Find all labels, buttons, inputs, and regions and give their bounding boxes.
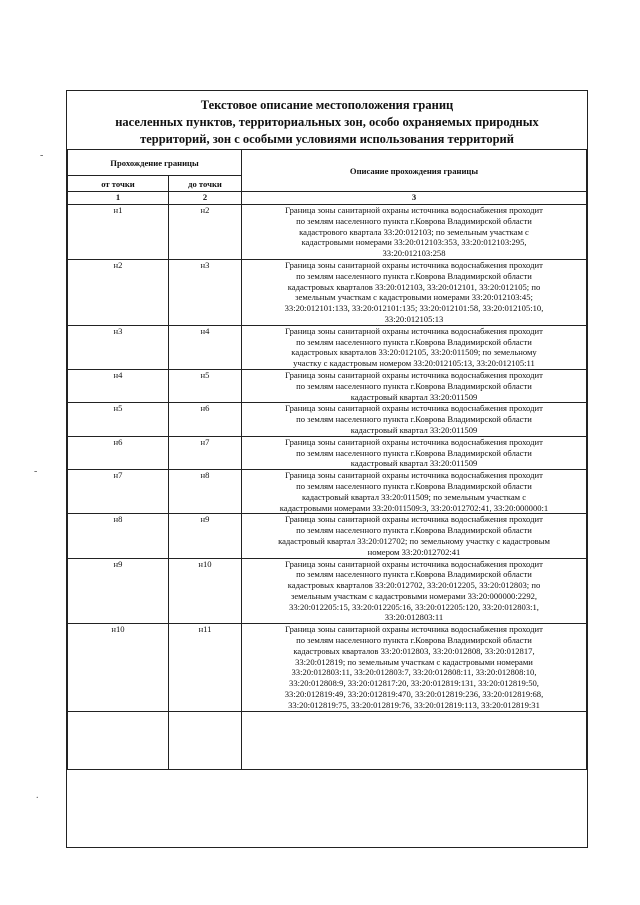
from-point-cell: н2	[68, 259, 169, 325]
table-row	[68, 470, 587, 514]
description-line: по землям населенного пункта г.Коврова Владимирской области	[296, 414, 532, 425]
description-line: Граница зоны санитарной охраны источника водоснабжения проходит	[285, 369, 543, 380]
from-point-cell: н1	[68, 205, 169, 260]
description-line: по землям населенного пункта г.Коврова Владимирской области	[296, 336, 532, 347]
description-line: Граница зоны санитарной охраны источника водоснабжения проходит	[285, 470, 543, 481]
description-line: 33:20:012803:11, 33:20:012803:7, 33:20:012808:11, 33:20:012808:10,	[291, 667, 537, 678]
description-line: участку с кадастровым номером 33:20:012105:13, 33:20:012105:11	[293, 358, 535, 369]
description-line: кадастровый квартал 33:20:012702; по земельному участку с кадастровым	[278, 535, 550, 546]
description-cell	[242, 205, 587, 260]
description-line: кадастрового квартала 33:20:012103; по земельным участкам с	[299, 226, 529, 237]
description-cell	[242, 558, 587, 624]
description-line: 33:20:012105:13	[384, 313, 444, 324]
column-number: 3	[242, 192, 587, 205]
description-line: Граница зоны санитарной охраны источника водоснабжения проходит	[285, 259, 543, 270]
table-row	[68, 514, 587, 558]
scan-mark: -	[34, 466, 38, 477]
header-description: Описание прохождения границы	[242, 150, 587, 192]
from-point-cell: н9	[68, 558, 169, 624]
description-line: кадастровый квартал 33:20:011509; по земельным участкам с	[301, 491, 527, 502]
empty-cell	[169, 711, 242, 769]
empty-row	[68, 711, 587, 769]
description-line: кадастровых кварталов 33:20:012702, 33:20:012205, 33:20:012803; по	[287, 580, 541, 591]
description-line: кадастровый квартал 33:20:011509	[350, 424, 478, 435]
title-line: населенных пунктов, территориальных зон, особо охраняемых природных	[115, 115, 539, 129]
to-point-cell: н7	[169, 436, 242, 469]
description-line: по землям населенного пункта г.Коврова Владимирской области	[296, 525, 532, 536]
description-line: кадастровыми номерами 33:20:011509:3, 33:20:012702:41, 33:20:000000:1	[279, 502, 549, 513]
scan-mark: -	[40, 150, 44, 161]
description-line: Граница зоны санитарной охраны источника водоснабжения проходит	[285, 325, 543, 336]
empty-cell	[68, 711, 169, 769]
description-line: Граница зоны санитарной охраны источника водоснабжения проходит	[285, 514, 543, 525]
description-cell	[242, 403, 587, 436]
description-cell	[242, 514, 587, 558]
description-line: земельным участкам с кадастровыми номерами 33:20:012103:45;	[295, 292, 533, 303]
from-point-cell: н6	[68, 436, 169, 469]
header-from-point: от точки	[68, 176, 169, 192]
header-boundary-passage: Прохождение границы	[68, 150, 242, 176]
scan-mark: .	[36, 790, 39, 801]
description-line: Граница зоны санитарной охраны источника водоснабжения проходит	[285, 624, 543, 635]
to-point-cell: н10	[169, 558, 242, 624]
description-line: кадастровый квартал 33:20:011509	[350, 391, 478, 402]
description-cell	[242, 325, 587, 369]
to-point-cell: н5	[169, 369, 242, 402]
table-row	[68, 205, 587, 260]
table-row	[68, 436, 587, 469]
document-title	[67, 97, 587, 148]
description-line: Граница зоны санитарной охраны источника водоснабжения проходит	[285, 403, 543, 414]
document-frame	[66, 90, 588, 848]
to-point-cell: н3	[169, 259, 242, 325]
description-line: номером 33:20:012702:41	[367, 546, 461, 557]
description-line: кадастровых кварталов 33:20:012103, 33:20:012101, 33:20:012105; по	[287, 281, 541, 292]
table-row	[68, 259, 587, 325]
description-line: 33:20:012103:258	[382, 248, 446, 259]
to-point-cell: н9	[169, 514, 242, 558]
to-point-cell: н2	[169, 205, 242, 260]
title-line: Текстовое описание местоположения границ	[200, 98, 454, 112]
to-point-cell: н11	[169, 624, 242, 711]
description-cell	[242, 624, 587, 711]
title-line: территорий, зон с особыми условиями использования территорий	[140, 132, 514, 146]
to-point-cell: н6	[169, 403, 242, 436]
description-line: по землям населенного пункта г.Коврова Владимирской области	[296, 270, 532, 281]
description-line: Граница зоны санитарной охраны источника водоснабжения проходит	[285, 436, 543, 447]
from-point-cell: н5	[68, 403, 169, 436]
description-line: 33:20:012819:75, 33:20:012819:76, 33:20:012819:113, 33:20:012819:31	[288, 699, 540, 710]
description-cell	[242, 259, 587, 325]
table-row	[68, 624, 587, 711]
description-line: 33:20:012803:11	[384, 612, 444, 623]
description-line: земельным участкам с кадастровыми номерами 33:20:000000:2292,	[290, 590, 538, 601]
column-number: 1	[68, 192, 169, 205]
description-line: по землям населенного пункта г.Коврова Владимирской области	[296, 447, 532, 458]
description-line: по землям населенного пункта г.Коврова Владимирской области	[296, 569, 532, 580]
description-line: 33:20:012101:133, 33:20:012101:135; 33:20:012101:58, 33:20:012105:10,	[284, 303, 544, 314]
description-line: 33:20:012819:49, 33:20:012819:470, 33:20:012819:236, 33:20:012819:68,	[284, 689, 544, 700]
description-line: по землям населенного пункта г.Коврова Владимирской области	[296, 480, 532, 491]
from-point-cell: н4	[68, 369, 169, 402]
description-line: 33:20:012205:15, 33:20:012205:16, 33:20:012205:120, 33:20:012803:1,	[289, 601, 539, 612]
from-point-cell: н8	[68, 514, 169, 558]
header-to-point: до точки	[169, 176, 242, 192]
description-line: кадастровыми номерами 33:20:012103:353, 33:20:012103:295,	[301, 237, 527, 248]
to-point-cell: н4	[169, 325, 242, 369]
from-point-cell: н7	[68, 470, 169, 514]
description-line: Граница зоны санитарной охраны источника водоснабжения проходит	[285, 205, 543, 215]
to-point-cell: н8	[169, 470, 242, 514]
table-row	[68, 558, 587, 624]
description-cell	[242, 369, 587, 402]
description-line: по землям населенного пункта г.Коврова Владимирской области	[296, 215, 532, 226]
boundary-table	[67, 149, 587, 770]
description-line: Граница зоны санитарной охраны источника водоснабжения проходит	[285, 558, 543, 569]
description-cell	[242, 436, 587, 469]
from-point-cell: н3	[68, 325, 169, 369]
table-row	[68, 403, 587, 436]
description-cell	[242, 470, 587, 514]
description-line: 33:20:012808:9, 33:20:012817:20, 33:20:012819:131, 33:20:012819:50,	[289, 678, 539, 689]
table-row	[68, 325, 587, 369]
table-row	[68, 369, 587, 402]
description-line: кадастровых кварталов 33:20:012803, 33:20:012808, 33:20:012817,	[293, 645, 535, 656]
description-line: кадастровых кварталов 33:20:012105, 33:20:011509; по земельному	[291, 347, 537, 358]
column-number: 2	[169, 192, 242, 205]
description-line: по землям населенного пункта г.Коврова Владимирской области	[296, 635, 532, 646]
description-line: кадастровый квартал 33:20:011509	[350, 458, 478, 469]
description-line: по землям населенного пункта г.Коврова Владимирской области	[296, 380, 532, 391]
description-line: 33:20:012819; по земельным участкам с кадастровыми номерами	[295, 656, 533, 667]
empty-cell	[242, 711, 587, 769]
from-point-cell: н10	[68, 624, 169, 711]
